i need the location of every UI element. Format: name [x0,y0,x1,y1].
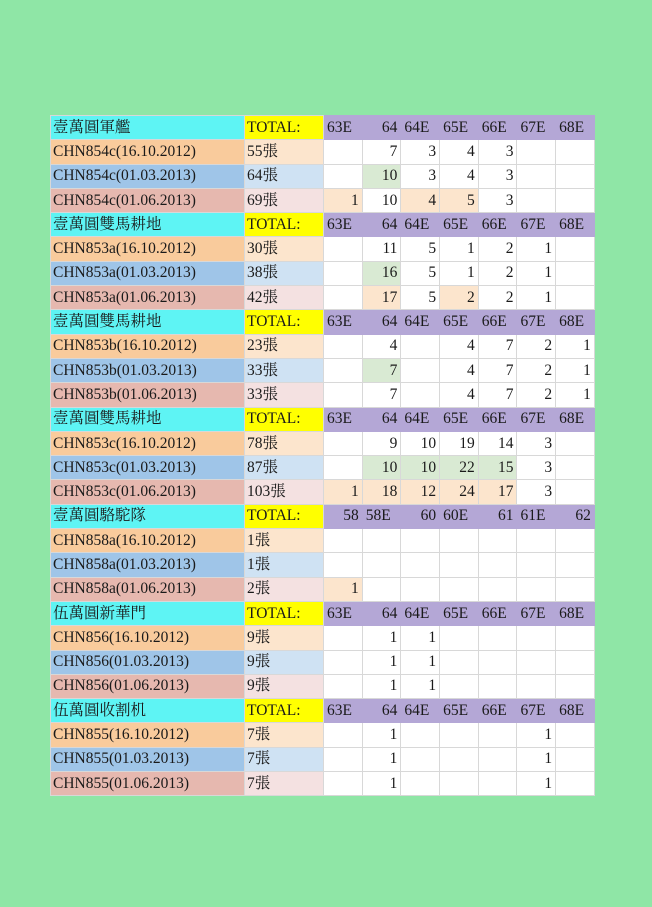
value-cell: 12 [401,480,440,504]
column-header: 64 [362,213,401,237]
value-cell [556,140,595,164]
value-cell [401,772,440,796]
value-cell [401,747,440,771]
total-label: TOTAL: [245,213,324,237]
table-row [51,480,595,504]
value-cell [478,553,517,577]
table-row [51,358,595,382]
value-cell [324,650,363,674]
column-header: 68E [556,116,595,140]
value-cell [440,772,479,796]
value-cell: 1 [324,577,363,601]
total-label: TOTAL: [245,407,324,431]
value-cell [517,553,556,577]
column-header: 64E [401,310,440,334]
total-label: TOTAL: [245,699,324,723]
value-cell [401,723,440,747]
value-cell [556,188,595,212]
table-row [51,674,595,698]
value-cell [478,577,517,601]
table-row [51,553,595,577]
value-cell: 3 [401,140,440,164]
value-cell: 15 [478,456,517,480]
value-cell: 5 [401,237,440,261]
count-cell: 55張 [245,140,324,164]
column-header: 65E [440,699,479,723]
serial-date-cell: CHN853a(16.10.2012) [51,237,245,261]
serial-date-cell: CHN856(01.03.2013) [51,650,245,674]
value-cell: 18 [362,480,401,504]
column-header: 64 [362,310,401,334]
value-cell [556,237,595,261]
serial-date-cell: CHN855(01.03.2013) [51,747,245,771]
serial-date-cell: CHN853c(01.03.2013) [51,456,245,480]
value-cell: 5 [440,188,479,212]
count-cell: 1張 [245,529,324,553]
count-cell: 7張 [245,747,324,771]
value-cell [478,674,517,698]
value-cell [556,577,595,601]
count-cell: 7張 [245,723,324,747]
column-header: 64 [362,601,401,625]
column-header: 65E [440,601,479,625]
count-cell: 69張 [245,188,324,212]
value-cell [556,747,595,771]
value-cell [556,626,595,650]
count-cell: 38張 [245,261,324,285]
value-cell: 2 [478,286,517,310]
value-cell [401,358,440,382]
value-cell [478,529,517,553]
column-header: 63E [324,601,363,625]
column-header: 67E [517,407,556,431]
value-cell [556,674,595,698]
value-cell [478,650,517,674]
count-cell: 2張 [245,577,324,601]
table-row [51,626,595,650]
section-title: 伍萬圓收割机 [51,699,245,723]
serial-date-cell: CHN856(01.06.2013) [51,674,245,698]
value-cell: 4 [440,334,479,358]
value-cell: 7 [362,358,401,382]
section-header-row [51,699,595,723]
value-cell [440,529,479,553]
column-header: 64E [401,213,440,237]
table-row [51,164,595,188]
value-cell: 1 [401,674,440,698]
table-row [51,140,595,164]
column-header: 62 [556,504,595,528]
value-cell: 1 [517,286,556,310]
value-cell: 19 [440,431,479,455]
value-cell: 1 [362,674,401,698]
value-cell: 4 [440,164,479,188]
section-title: 壹萬圓雙馬耕地 [51,213,245,237]
value-cell: 1 [401,650,440,674]
value-cell [517,188,556,212]
value-cell: 2 [440,286,479,310]
value-cell: 3 [517,480,556,504]
table-row [51,456,595,480]
count-cell: 42張 [245,286,324,310]
value-cell: 3 [401,164,440,188]
column-header: 64 [362,407,401,431]
serial-date-cell: CHN854c(01.03.2013) [51,164,245,188]
column-header: 64E [401,699,440,723]
total-label: TOTAL: [245,504,324,528]
section-title: 壹萬圓軍艦 [51,116,245,140]
value-cell: 7 [362,383,401,407]
column-header: 63E [324,310,363,334]
value-cell [556,772,595,796]
value-cell [362,529,401,553]
value-cell [556,480,595,504]
value-cell [556,456,595,480]
count-cell: 9張 [245,626,324,650]
column-header: 65E [440,310,479,334]
value-cell: 1 [362,772,401,796]
value-cell: 1 [556,358,595,382]
value-cell: 7 [478,334,517,358]
value-cell [517,529,556,553]
column-header: 61 [478,504,517,528]
value-cell [517,650,556,674]
value-cell [324,431,363,455]
section-header-row [51,310,595,334]
value-cell: 2 [517,358,556,382]
count-cell: 103張 [245,480,324,504]
value-cell [324,140,363,164]
column-header: 67E [517,601,556,625]
value-cell: 1 [362,747,401,771]
count-cell: 87張 [245,456,324,480]
value-cell [401,577,440,601]
value-cell: 1 [517,772,556,796]
table-row [51,383,595,407]
value-cell [440,553,479,577]
value-cell [324,529,363,553]
value-cell [440,723,479,747]
value-cell [517,140,556,164]
column-header: 64E [401,407,440,431]
column-header: 67E [517,699,556,723]
section-title: 伍萬圓新華門 [51,601,245,625]
value-cell: 10 [401,431,440,455]
value-cell [478,747,517,771]
column-header: 68E [556,310,595,334]
value-cell [556,553,595,577]
section-title: 壹萬圓雙馬耕地 [51,310,245,334]
column-header: 67E [517,310,556,334]
section-header-row [51,407,595,431]
value-cell [556,164,595,188]
value-cell [556,431,595,455]
column-header: 65E [440,116,479,140]
value-cell [440,650,479,674]
value-cell: 5 [401,286,440,310]
section-header-row [51,213,595,237]
value-cell: 1 [556,383,595,407]
column-header: 63E [324,213,363,237]
column-header: 64 [362,699,401,723]
value-cell [362,577,401,601]
value-cell [517,577,556,601]
table-row [51,261,595,285]
value-cell [324,237,363,261]
count-cell: 30張 [245,237,324,261]
value-cell: 1 [362,650,401,674]
serial-date-cell: CHN853c(16.10.2012) [51,431,245,455]
serial-date-cell: CHN856(16.10.2012) [51,626,245,650]
value-cell [556,261,595,285]
value-cell [556,529,595,553]
value-cell [440,747,479,771]
value-cell: 4 [440,358,479,382]
value-cell: 1 [517,747,556,771]
value-cell [440,577,479,601]
value-cell: 5 [401,261,440,285]
column-header: 60E [440,504,479,528]
value-cell: 1 [401,626,440,650]
value-cell [517,626,556,650]
value-cell: 10 [362,164,401,188]
serial-date-cell: CHN853c(01.06.2013) [51,480,245,504]
column-header: 66E [478,213,517,237]
value-cell: 14 [478,431,517,455]
value-cell: 10 [362,456,401,480]
value-cell: 3 [517,456,556,480]
value-cell: 4 [401,188,440,212]
serial-date-cell: CHN855(01.06.2013) [51,772,245,796]
total-label: TOTAL: [245,601,324,625]
value-cell: 1 [556,334,595,358]
value-cell [324,358,363,382]
column-header: 63E [324,116,363,140]
table-row [51,286,595,310]
serial-date-cell: CHN853b(01.03.2013) [51,358,245,382]
value-cell: 16 [362,261,401,285]
section-title: 壹萬圓駱駝隊 [51,504,245,528]
value-cell: 1 [517,723,556,747]
value-cell [401,553,440,577]
value-cell: 4 [440,140,479,164]
table-row [51,529,595,553]
column-header: 67E [517,213,556,237]
serial-date-cell: CHN858a(01.06.2013) [51,577,245,601]
value-cell [324,626,363,650]
column-header: 68E [556,601,595,625]
value-cell: 1 [362,723,401,747]
value-cell: 1 [324,188,363,212]
section-header-row [51,504,595,528]
serial-date-cell: CHN854c(01.06.2013) [51,188,245,212]
value-cell [478,723,517,747]
value-cell: 17 [478,480,517,504]
banknote-inventory-table [50,115,595,796]
column-header: 68E [556,407,595,431]
value-cell: 2 [517,383,556,407]
value-cell: 1 [517,237,556,261]
serial-date-cell: CHN853a(01.03.2013) [51,261,245,285]
count-cell: 9張 [245,674,324,698]
table-row [51,431,595,455]
column-header: 64E [401,601,440,625]
value-cell [478,772,517,796]
value-cell: 17 [362,286,401,310]
value-cell: 2 [478,261,517,285]
value-cell [556,650,595,674]
section-title: 壹萬圓雙馬耕地 [51,407,245,431]
total-label: TOTAL: [245,310,324,334]
total-label: TOTAL: [245,116,324,140]
value-cell: 1 [517,261,556,285]
value-cell [556,723,595,747]
value-cell [324,772,363,796]
column-header: 65E [440,407,479,431]
count-cell: 33張 [245,358,324,382]
value-cell: 3 [478,164,517,188]
value-cell: 7 [478,383,517,407]
serial-date-cell: CHN858a(01.03.2013) [51,553,245,577]
value-cell [440,626,479,650]
table-row [51,577,595,601]
value-cell: 9 [362,431,401,455]
table-row [51,334,595,358]
column-header: 68E [556,699,595,723]
value-cell [517,164,556,188]
value-cell: 3 [478,140,517,164]
column-header: 68E [556,213,595,237]
table-row [51,237,595,261]
column-header: 61E [517,504,556,528]
value-cell [324,286,363,310]
count-cell: 78張 [245,431,324,455]
section-header-row [51,601,595,625]
value-cell: 3 [517,431,556,455]
value-cell [324,674,363,698]
value-cell [324,723,363,747]
column-header: 58E [362,504,401,528]
column-header: 64 [362,116,401,140]
serial-date-cell: CHN853a(01.06.2013) [51,286,245,310]
column-header: 66E [478,310,517,334]
column-header: 66E [478,116,517,140]
count-cell: 9張 [245,650,324,674]
count-cell: 1張 [245,553,324,577]
value-cell: 1 [440,261,479,285]
value-cell: 22 [440,456,479,480]
value-cell [401,529,440,553]
serial-date-cell: CHN854c(16.10.2012) [51,140,245,164]
value-cell: 11 [362,237,401,261]
column-header: 65E [440,213,479,237]
value-cell [324,553,363,577]
value-cell [556,286,595,310]
value-cell [517,674,556,698]
value-cell: 10 [362,188,401,212]
serial-date-cell: CHN858a(16.10.2012) [51,529,245,553]
value-cell [440,674,479,698]
value-cell: 10 [401,456,440,480]
table-row [51,747,595,771]
column-header: 67E [517,116,556,140]
column-header: 66E [478,699,517,723]
value-cell: 3 [478,188,517,212]
value-cell [478,626,517,650]
value-cell: 1 [440,237,479,261]
section-header-row [51,116,595,140]
value-cell: 4 [440,383,479,407]
serial-date-cell: CHN853b(01.06.2013) [51,383,245,407]
value-cell: 7 [478,358,517,382]
table-row [51,650,595,674]
count-cell: 7張 [245,772,324,796]
value-cell [401,334,440,358]
value-cell [324,261,363,285]
table-row [51,188,595,212]
value-cell: 4 [362,334,401,358]
value-cell: 1 [324,480,363,504]
value-cell [401,383,440,407]
value-cell [324,747,363,771]
table-row [51,723,595,747]
column-header: 58 [324,504,363,528]
serial-date-cell: CHN853b(16.10.2012) [51,334,245,358]
column-header: 60 [401,504,440,528]
value-cell [362,553,401,577]
column-header: 63E [324,699,363,723]
value-cell: 7 [362,140,401,164]
value-cell [324,334,363,358]
count-cell: 33張 [245,383,324,407]
column-header: 64E [401,116,440,140]
serial-date-cell: CHN855(16.10.2012) [51,723,245,747]
table-body [51,116,595,796]
column-header: 63E [324,407,363,431]
value-cell: 2 [517,334,556,358]
value-cell: 24 [440,480,479,504]
column-header: 66E [478,407,517,431]
column-header: 66E [478,601,517,625]
count-cell: 23張 [245,334,324,358]
value-cell: 2 [478,237,517,261]
value-cell: 1 [362,626,401,650]
value-cell [324,456,363,480]
value-cell [324,164,363,188]
value-cell [324,383,363,407]
count-cell: 64張 [245,164,324,188]
table-row [51,772,595,796]
